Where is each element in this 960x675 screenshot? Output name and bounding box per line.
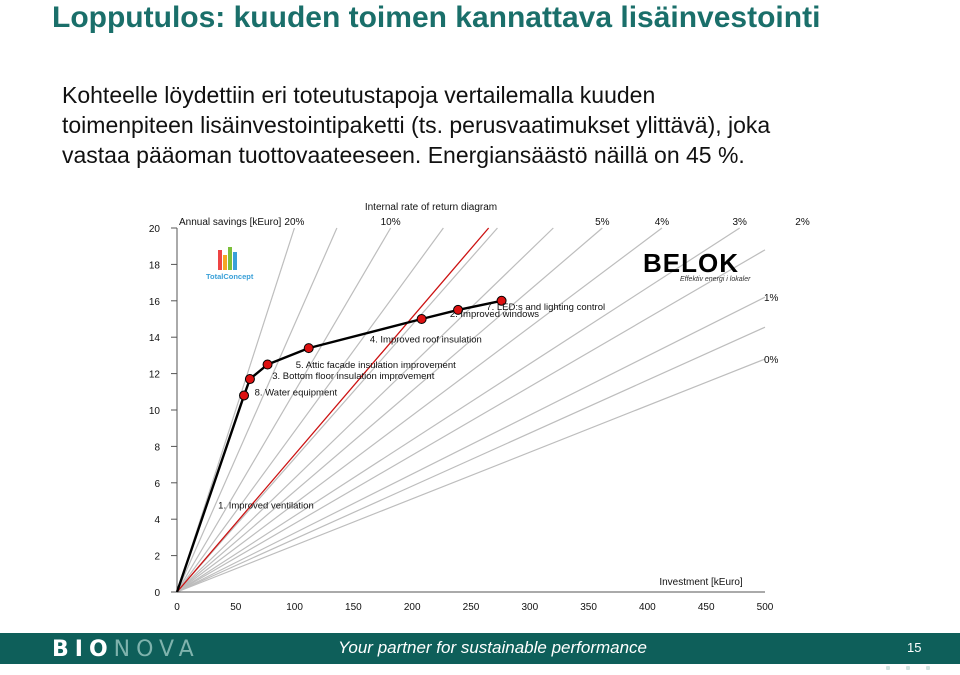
annotation-2: 3. Bottom floor insulation improvement [272,371,435,383]
irr-line-4 [177,228,497,592]
data-point-1 [240,391,249,400]
y-axis-label: Annual savings [kEuro] [179,217,282,228]
bionova-logo [52,637,200,662]
irr-line-9 [177,250,765,592]
irr-highlight-line [177,228,489,592]
x-axis-label: Investment [kEuro] [659,577,743,588]
data-point-3 [263,360,272,369]
x-tick-label-1: 50 [230,602,242,613]
slide-title: Lopputulos: kuuden toimen kannattava lisäinvestointi [52,1,821,34]
irr-line-7 [177,228,662,592]
irr-line-1 [177,228,337,592]
irr-line-6 [177,228,602,592]
x-tick-label-3: 150 [345,602,362,613]
bionova-logo-left: BIO [52,637,114,662]
y-tick-label-7: 14 [148,333,160,345]
x-tick-label-7: 350 [580,602,597,613]
annotation-5: 2. Improved windows [449,309,540,321]
annotation-4: 4. Improved roof insulation [369,334,482,346]
annotation-6: 7. LED:s and lighting control [486,301,606,313]
data-point-4 [304,344,313,353]
annotation-1: 8. Water equipment [254,387,338,399]
irr-label-7: 4% [654,217,670,228]
x-tick-label-8: 400 [639,602,656,613]
y-tick-label-9: 18 [148,260,160,272]
x-tick-label-0: 0 [174,602,180,613]
body-line-1: Kohteelle löydettiin eri toteutustapoja vertailemalla kuuden [62,82,656,108]
irr-line-8 [177,228,740,592]
irr-label-6: 5% [595,217,610,228]
x-tick-label-9: 450 [697,602,715,613]
x-tick-label-4: 200 [403,602,421,613]
footer-tagline: Your partner for sustainable performance [338,638,648,657]
annotation-0: 1. Improved ventilation [218,500,314,512]
footer-bar [0,633,960,664]
totalconcept-bar-4 [233,252,237,270]
irr-label-10: 1% [764,293,779,305]
irr-label-0: 20% [284,217,305,228]
y-tick-label-10: 20 [148,224,160,235]
totalconcept-logo-text: TotalConcept [206,272,254,281]
data-point-5 [417,315,426,324]
irr-label-2: 10% [380,217,401,228]
page-number: 15 [907,640,922,655]
y-tick-label-6: 12 [148,369,160,381]
annotation-3: 5. Attic facade insulation improvement [295,360,456,372]
y-tick-label-5: 10 [148,406,160,417]
belok-logo-text: BELOK [643,248,739,278]
x-tick-label-5: 250 [462,602,480,613]
irr-label-9: 2% [795,217,810,228]
x-tick-label-10: 500 [756,602,774,613]
belok-tagline: Effektiv energi i lokaler [680,276,751,283]
data-point-2 [245,375,254,384]
y-tick-label-0: 0 [154,588,160,599]
totalconcept-bar-2 [223,255,227,270]
y-tick-label-1: 2 [154,551,160,563]
totalconcept-bar-1 [218,250,222,270]
y-tick-label-8: 16 [148,296,160,308]
x-tick-label-6: 300 [521,602,539,613]
chart-title: Internal rate of return diagram [364,202,498,213]
body-line-3: vastaa pääoman tuottovaateeseen. Energiansäästö näillä on 45 %. [62,142,745,168]
irr-line-3 [177,228,443,592]
totalconcept-bar-3 [228,247,232,270]
footer-dots [886,657,946,675]
irr-label-12: 0% [764,355,779,367]
bionova-logo-right: NOVA [113,637,200,662]
y-tick-label-3: 6 [154,478,160,490]
irr-line-2 [177,228,391,592]
irr-line-5 [177,228,553,592]
y-tick-label-2: 4 [154,515,160,527]
y-tick-label-4: 8 [154,442,160,454]
body-line-2: toimenpiteen lisäinvestointipaketti (ts. perusvaatimukset ylittävä), joka [62,112,771,138]
irr-label-8: 3% [732,217,747,228]
x-tick-label-2: 100 [286,602,303,613]
